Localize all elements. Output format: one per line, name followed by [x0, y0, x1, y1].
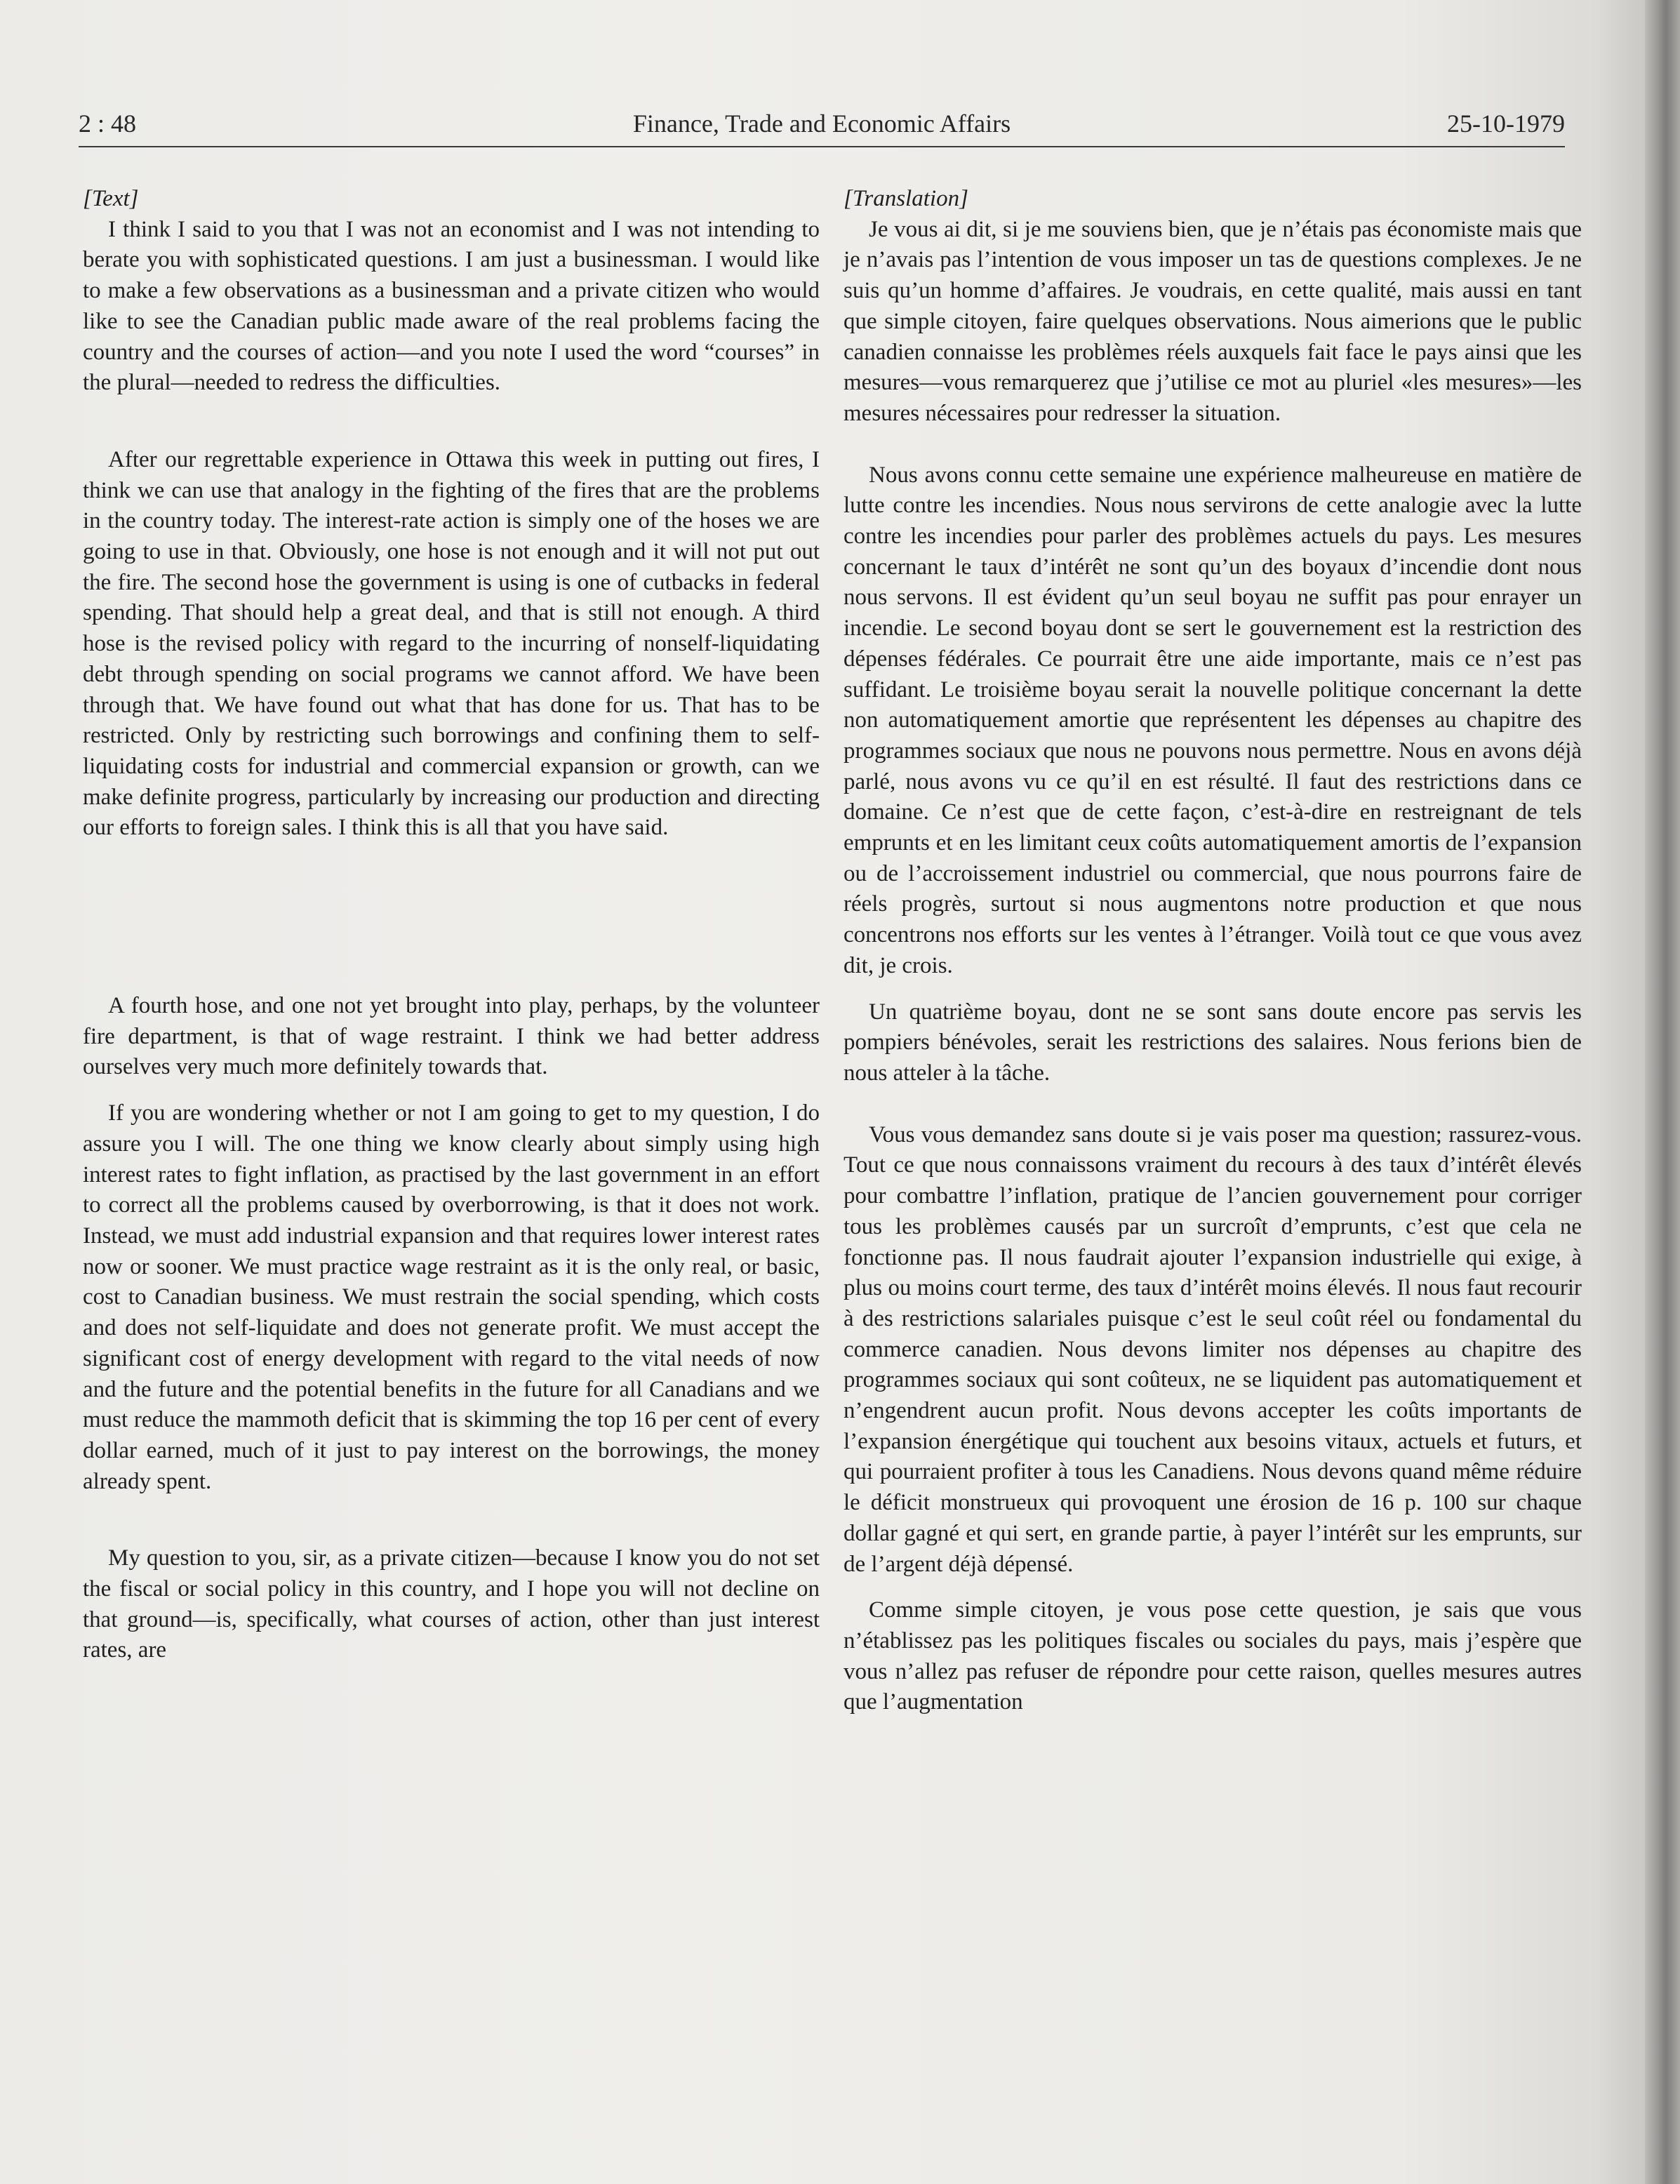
- english-paragraph: A fourth hose, and one not yet brought into play, perhaps, by the volunteer fire department, is that of wage restraint. I think we had better address ourselves very much more definitely towards that.: [83, 993, 820, 1080]
- paragraph-gap: [844, 1580, 1582, 1595]
- english-paragraph: After our regrettable experience in Ottawa this week in putting out fires, I think we can use that analogy in the fighting of the fires that are the problems in the country today. The interest-rate action is simply one of the hoses we are going to use in that. Obviously, one hose is not enough and it will not put out the fire. The second hose the government is using is one of cutbacks in federal spending. That should help a great deal, and that is still not enough. A third hose is the revised policy with regard to the incurring of nonself-liquidating debt through spending on social programs we cannot afford. We have been through that. We have found out what that has done for us. That has to be restricted. Only by restricting such borrowings and confining them to self-liquidating costs for industrial and commercial expansion or growth, can we make definite progress, particularly by increasing our production and directing our efforts to foreign sales. I think this is all that you have said.: [83, 446, 820, 841]
- english-paragraph: If you are wondering whether or not I am going to get to my question, I do assure you I will. The one thing we know clearly about simply using high interest rates to fight inflation, as practised by the last government in an effort to correct all the problems caused by overborrowing, is that it does not work. Instead, we must add industrial expansion and that requires lower interest rates now or sooner. We must practice wage restraint as it is the only real, or basic, cost to Canadian business. We must restrain the social spending, which costs and does not self-liquidate and does not generate profit. We must accept the significant cost of energy development with regard to the vital needs of now and the future and the potential benefits in the future for all Canadians and we must reduce the mammoth deficit that is skimming the top 16 per cent of every dollar earned, much of it just to pay interest on the borrowings, the money already spent.: [83, 1100, 820, 1494]
- english-paragraph: My question to you, sir, as a private citizen—because I know you do not set the fiscal or social policy in this country, and I hope you will not decline on that ground—is, specifically, what courses of action, other than just interest rates, are: [83, 1545, 820, 1663]
- binding-edge: [1645, 0, 1680, 2184]
- french-column: [844, 184, 1582, 1718]
- english-paragraph: I think I said to you that I was not an economist and I was not intending to berate you with sophisticated questions. I am just a businessman. I would like to make a few observations as a businessman and a private citizen who would like to see the Canadian public made aware of the real problems facing the country and the courses of action—and you note I used the word “courses” in the plural—needed to redress the difficulties.: [83, 216, 820, 396]
- paragraph-gap: [844, 430, 1582, 460]
- french-paragraph: Comme simple citoyen, je vous pose cette question, je sais que vous n’établissez pas les politiques fiscales ou sociales du pays, mais j’espère que vous n’allez pas refuser de répondre pour cette raison, quelles mesures autres que l’augmentation: [844, 1597, 1582, 1715]
- french-paragraph: Je vous ai dit, si je me souviens bien, que je n’étais pas économiste mais que je n’avais pas l’intention de vous imposer un tas de questions complexes. Je ne suis qu’un homme d’affaires. Je voudrais, en cette qualité, mais aussi en tant que simple citoyen, faire quelques observations. Nous aimerions que le public canadien connaisse les problèmes réels auxquels fait face le pays ainsi que les mesures—vous remarquerez que j’utilise ce mot au pluriel «les mesures»—les mesures nécessaires pour redresser la situation.: [844, 216, 1582, 426]
- paragraph-gap: [83, 399, 820, 445]
- issue-date: 25-10-1979: [1447, 109, 1565, 138]
- translation-marker: [Translation]: [844, 186, 968, 211]
- french-paragraph: Nous avons connu cette semaine une expérience malheureuse en matière de lutte contre les incendies. Nous nous servirons de cette analogie avec la lutte contre les incendies pour parler des problèmes actuels du pays. Les mesures concernant le taux d’intérêt ne sont qu’un des boyaux d’incendie dont nous nous servons. Il est évident qu’un seul boyau ne suffit pas pour enrayer un incendie. Le second boyau dont se sert le gouvernement est la restriction des dépenses fédérales. Ce pourrait être une aide importante, mais ce n’est pas suffidant. Le troisième boyau serait la nouvelle politique concernant la dette non automatiquement amortie que représentent les dépenses au chapitre des programmes sociaux que nous ne pouvons nous permettre. Nous en avons déjà parlé, nous avons vu ce qu’il en est résulté. Il faut des restrictions dans ce domaine. Ce n’est que de cette façon, c’est-à-dire en restreignant de tels emprunts et en les limitant ceux coûts automatiquement amortis de l’expansion ou de l’accroissement industriel ou commercial, que nous pourrons faire de réels progrès, surtout si nous augmentons notre production et que nous concentrons nos efforts sur les ventes à l’étranger. Voilà tout ce que vous avez dit, je crois.: [844, 462, 1582, 978]
- running-header: [79, 105, 1565, 147]
- journal-title: Finance, Trade and Economic Affairs: [632, 109, 1011, 138]
- english-column: [83, 184, 820, 1666]
- paragraph-gap: [844, 982, 1582, 997]
- french-paragraph: Vous vous demandez sans doute si je vais poser ma question; rassurez-vous. Tout ce que nous connaissons vraiment du recours à des taux d’intérêt élevés pour combattre l’inflation, pratique de l’ancien gouvernement pour corriger tous les problèmes causés par un surcroît d’emprunts, c’est que cela ne fonctionne pas. Il nous faudrait ajouter l’expansion industrielle qui exige, à plus ou moins court terme, des taux d’intérêt moins élevés. Il nous faut recourir à des restrictions salariales puisque c’est le seul coût réel ou fondamental du commerce canadien. Nous devons limiter nos dépenses au chapitre des programmes sociaux qui sont coûteux, ne se liquident pas automatiquement et n’engendrent aucun profit. Nous devons accepter les coûts importants de l’expansion énergétique qui touchent aux besoins vitaux, actuels et futurs, et qui pourraient profiter à tous les Canadiens. Nous devons quand même réduire le déficit monstrueux qui provoquent une érosion de 16 p. 100 sur chaque dollar gagné et qui sert, en grande partie, à payer l’intérêt sur les emprunts, sur de l’argent déjà dépensé.: [844, 1121, 1582, 1577]
- paragraph-gap: [844, 1089, 1582, 1120]
- paragraph-gap: [83, 1497, 820, 1543]
- french-paragraph: Un quatrième boyau, dont ne se sont sans doute encore pas servis les pompiers bénévoles, serait les restrictions des salaires. Nous ferions bien de nous atteler à la tâche.: [844, 999, 1582, 1086]
- text-marker: [Text]: [83, 186, 139, 211]
- paragraph-gap: [83, 844, 820, 991]
- paragraph-gap: [83, 1083, 820, 1098]
- page-number: 2 : 48: [79, 109, 137, 138]
